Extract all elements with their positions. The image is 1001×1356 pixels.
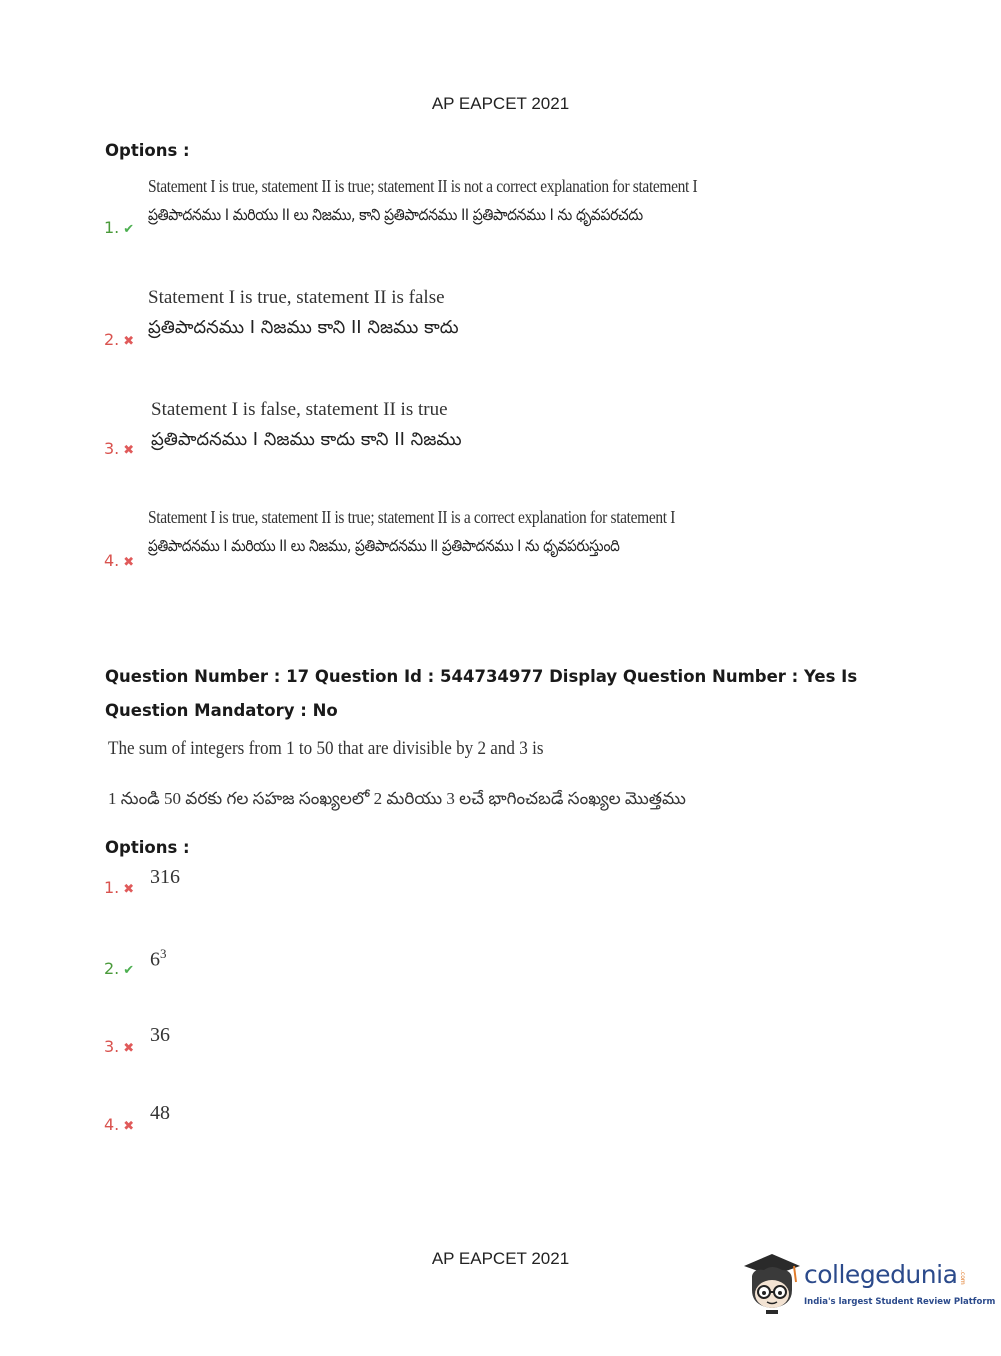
option-value: 48 <box>150 1102 170 1124</box>
check-icon: ✔ <box>123 222 135 237</box>
option-text-te: ప్రతిపాదనము I నిజము కాని II నిజము కాదు <box>148 317 459 338</box>
option-text-en: Statement I is true, statement II is false <box>148 287 445 308</box>
question-text-en: The sum of integers from 1 to 50 that are divisible by 2 and 3 is <box>108 738 544 759</box>
cross-icon: ✖ <box>123 443 135 458</box>
option-number: 2. ✖ <box>104 330 135 349</box>
cross-icon: ✖ <box>123 1041 135 1056</box>
option-number: 2. ✔ <box>104 959 135 978</box>
option-value: 36 <box>150 1024 170 1046</box>
option-number: 4. ✖ <box>104 551 135 570</box>
cross-icon: ✖ <box>123 882 135 897</box>
option-text-en: Statement I is true, statement II is true; statement II is not a correct explanation for statement I <box>148 176 698 196</box>
option-number: 1. ✖ <box>104 878 135 897</box>
option-text-te: ప్రతిపాదనము I నిజము కాదు కాని II నిజము <box>151 429 462 450</box>
option-text-te: ప్రతిపాదనము I మరియు II లు నిజము, ప్రతిపాదనము II ప్రతిపాదనము I ను ధృవపరుస్తుంది <box>148 536 620 555</box>
page-header: AP EAPCET 2021 <box>431 94 570 113</box>
option-number: 4. ✖ <box>104 1115 135 1134</box>
option-text-en: Statement I is true, statement II is true; statement II is a correct explanation for statement I <box>148 507 676 527</box>
options-label: Options : <box>105 838 190 857</box>
cross-icon: ✖ <box>123 555 135 570</box>
option-number: 3. ✖ <box>104 439 135 458</box>
options-label: Options : <box>105 141 190 160</box>
page-footer: AP EAPCET 2021 <box>431 1249 570 1268</box>
collegedunia-logo <box>742 1252 996 1316</box>
mascot-icon <box>742 1252 802 1316</box>
check-icon: ✔ <box>123 963 135 978</box>
cross-icon: ✖ <box>123 1119 135 1134</box>
option-value: $6^3$ <box>150 946 167 971</box>
question-meta: Question Number : 17 Question Id : 544734977 Display Question Number : Yes Is Question Mandatory : No <box>105 667 858 720</box>
option-number: 3. ✖ <box>104 1037 135 1056</box>
option-text-te: ప్రతిపాదనము I మరియు II లు నిజము, కాని ప్రతిపాదనము II ప్రతిపాదనము I ను ధృవపరచదు <box>148 205 643 224</box>
logo-tagline: India's largest Student Review Platform <box>804 1297 996 1307</box>
option-number: 1. ✔ <box>104 218 135 237</box>
logo-wordmark: collegedunia <box>804 1260 958 1289</box>
question-text-te: 1 నుండి 50 వరకు గల సహజ సంఖ్యలలో 2 మరియు 3 లచే భాగించబడే సంఖ్యల మొత్తము <box>108 789 686 808</box>
option-value: 316 <box>150 866 180 888</box>
logo-domain: .com <box>959 1270 966 1285</box>
option-text-en: Statement I is false, statement II is true <box>151 399 448 420</box>
cross-icon: ✖ <box>123 334 135 349</box>
